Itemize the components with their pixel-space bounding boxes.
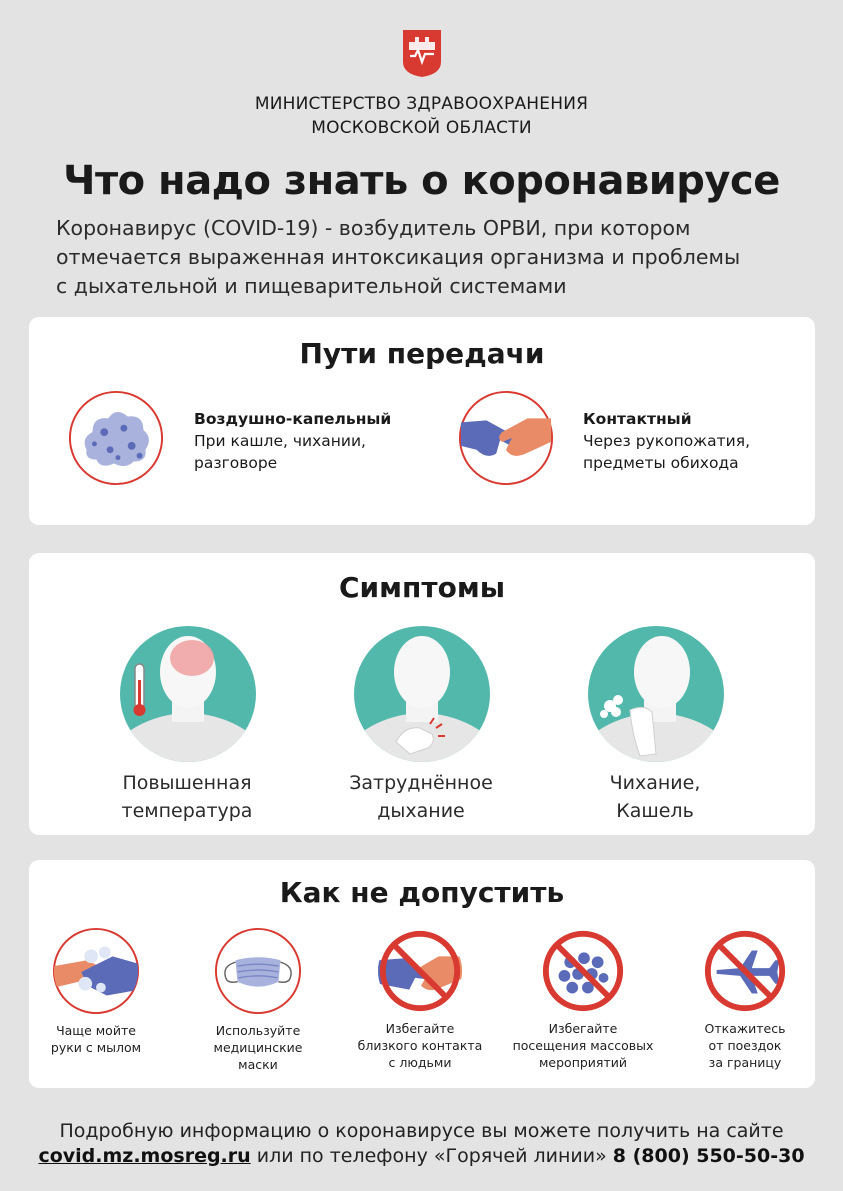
transmission-contact	[583, 408, 750, 474]
footer-info	[0, 1119, 843, 1169]
symptoms-card	[29, 553, 815, 835]
transmission-card	[29, 317, 815, 525]
footer-line-2	[0, 1144, 843, 1169]
prevention-mask-line: Используйте	[215, 1023, 301, 1038]
medical-mask-icon	[214, 927, 302, 1015]
prevention-travel-label	[670, 1020, 820, 1071]
handshake-icon	[457, 389, 555, 487]
virus-cloud-icon	[67, 389, 165, 487]
prevention-mask-line: маски	[238, 1057, 278, 1072]
handwashing-icon	[52, 927, 140, 1015]
transmission-airborne-line: разговоре	[194, 454, 278, 472]
prevention-card	[29, 860, 815, 1088]
moscow-region-emblem-icon	[401, 28, 443, 78]
symptoms-title: Симптомы	[338, 571, 506, 604]
ministry-name	[0, 92, 843, 140]
symptom-fever-line: Повышенная	[122, 772, 252, 794]
symptom-fever-label	[77, 769, 297, 825]
prevention-contact-line: с людьми	[388, 1055, 452, 1070]
transmission-contact-line: Через рукопожатия,	[583, 432, 750, 450]
no-travel-icon	[701, 927, 789, 1015]
intro-line: Коронавирус (COVID-19) - возбудитель ОРВИ, при котором	[56, 216, 691, 240]
prevention-travel-line: от поездок	[708, 1038, 782, 1053]
symptom-breathing-label	[311, 769, 531, 825]
prevention-title: Как не допустить	[279, 876, 565, 909]
website-link[interactable]: covid.mz.mosreg.ru	[38, 1145, 251, 1167]
prevention-crowds-label	[508, 1020, 658, 1071]
footer-middle-text: или по телефону «Горячей линии»	[250, 1145, 613, 1167]
symptom-cough-label	[545, 769, 765, 825]
no-crowds-icon	[539, 927, 627, 1015]
transmission-airborne	[194, 408, 391, 474]
prevention-mask-label	[183, 1022, 333, 1073]
intro-text	[56, 214, 816, 301]
prevention-travel-line: за границу	[708, 1055, 782, 1070]
transmission-contact-line: предметы обихода	[583, 454, 739, 472]
prevention-contact-line: Избегайте	[385, 1021, 455, 1036]
prevention-handwash-label	[21, 1022, 171, 1056]
prevention-handwash-line: руки с мылом	[50, 1040, 142, 1055]
prevention-crowds-line: посещения массовых	[512, 1038, 654, 1053]
symptom-cough-line: Чихание,	[609, 772, 701, 794]
hotline-phone[interactable]: 8 (800) 550-50-30	[612, 1145, 805, 1167]
no-contact-icon	[376, 927, 464, 1015]
ministry-line-1: МИНИСТЕРСТВО ЗДРАВООХРАНЕНИЯ	[254, 94, 589, 114]
symptom-breathing-line: дыхание	[377, 800, 465, 822]
fever-icon	[118, 624, 258, 764]
symptom-breathing-line: Затруднённое	[349, 772, 493, 794]
breathing-difficulty-icon	[352, 624, 492, 764]
intro-line: отмечается выраженная интоксикация организма и проблемы	[56, 245, 741, 269]
page-title: Что надо знать о коронавирусе	[63, 158, 780, 204]
cough-icon	[586, 624, 726, 764]
prevention-contact-label	[345, 1020, 495, 1071]
transmission-airborne-line: При кашле, чихании,	[194, 432, 366, 450]
prevention-mask-line: медицинские	[213, 1040, 303, 1055]
symptom-cough-line: Кашель	[616, 800, 694, 822]
prevention-crowds-line: Избегайте	[548, 1021, 618, 1036]
transmission-airborne-heading: Воздушно-капельный	[194, 410, 392, 428]
footer-line-1: Подробную информацию о коронавирусе вы можете получить на сайте	[59, 1120, 784, 1142]
prevention-handwash-line: Чаще мойте	[56, 1023, 136, 1038]
ministry-line-2: МОСКОВСКОЙ ОБЛАСТИ	[311, 118, 532, 138]
symptom-fever-line: температура	[121, 800, 253, 822]
intro-line: с дыхательной и пищеварительной системами	[56, 274, 567, 298]
prevention-travel-line: Откажитесь	[704, 1021, 786, 1036]
transmission-contact-heading: Контактный	[583, 410, 692, 428]
transmission-title: Пути передачи	[299, 337, 545, 370]
prevention-contact-line: близкого контакта	[357, 1038, 483, 1053]
prevention-crowds-line: мероприятий	[539, 1055, 627, 1070]
